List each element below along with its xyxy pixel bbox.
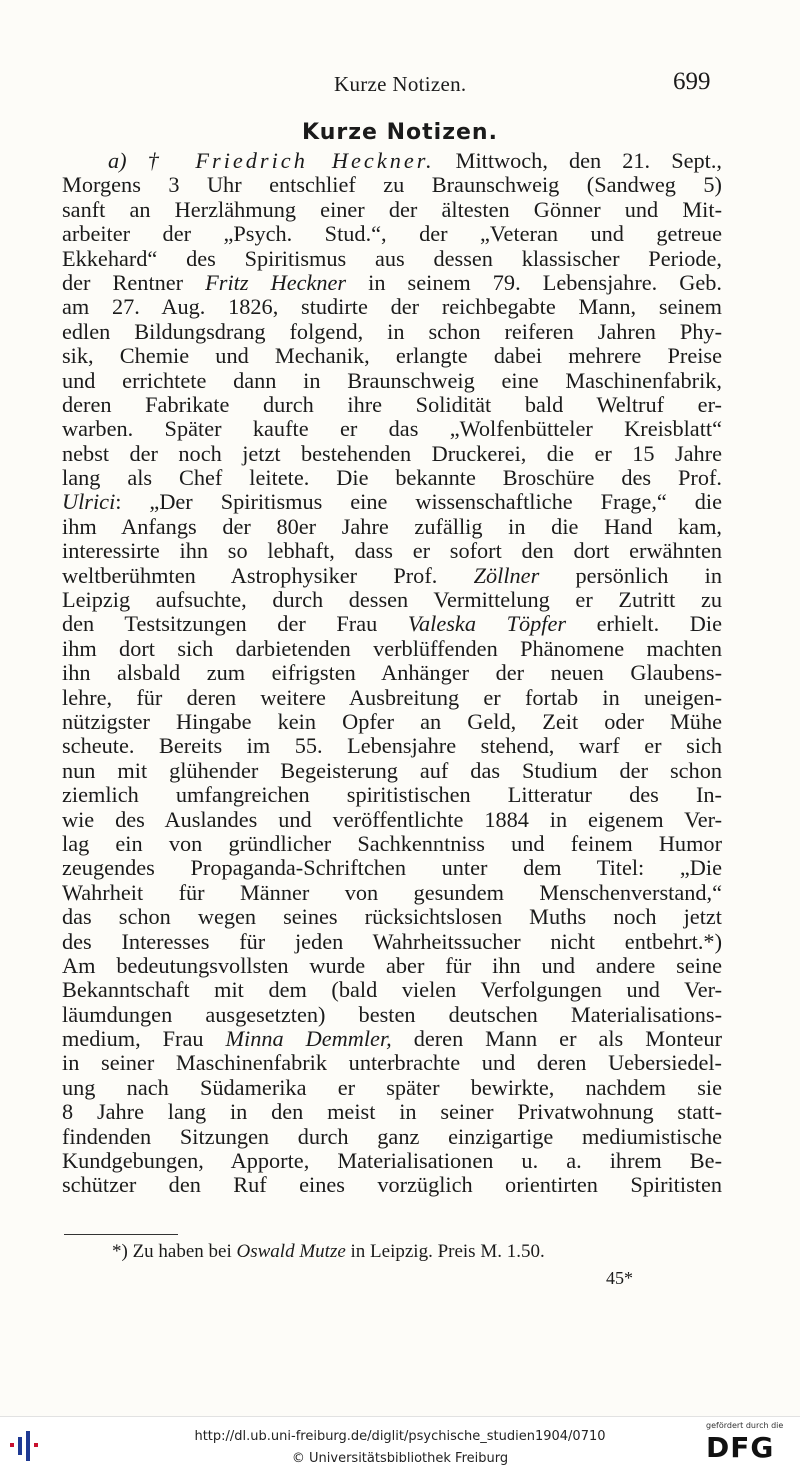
text-line bbox=[62, 783, 722, 807]
permalink-link[interactable]: http://dl.ub.uni-freiburg.de/diglit/psychische_studien1904/0710 bbox=[194, 1429, 606, 1444]
line-text: persönlich in bbox=[539, 563, 722, 588]
text-line bbox=[62, 1076, 722, 1100]
emphasis-text: Minna Demmler, bbox=[225, 1027, 392, 1052]
line-text: zeugendes Propaganda-Schriftchen unter dem Titel: „Die bbox=[62, 856, 722, 881]
line-text: Kundgebungen, Apporte, Materialisationen u. a. ihrem Be- bbox=[62, 1149, 722, 1174]
line-text: nun mit glühender Begeisterung auf das Studium der schon bbox=[62, 758, 722, 783]
line-text: nützigster Hingabe kein Opfer an Geld, Zeit oder Mühe bbox=[62, 709, 722, 734]
text-line bbox=[62, 564, 722, 588]
text-line bbox=[62, 661, 722, 685]
section-title: Kurze Notizen. bbox=[302, 120, 498, 145]
text-line bbox=[62, 1027, 722, 1051]
text-line bbox=[62, 1003, 722, 1027]
line-text: Am bedeutungsvollsten wurde aber für ihn und andere seine bbox=[62, 953, 722, 978]
text-line bbox=[62, 978, 722, 1002]
line-text: warben. Später kaufte er das „Wolfenbütteler Kreisblatt“ bbox=[62, 417, 722, 442]
text-line bbox=[62, 1149, 722, 1173]
emphasis-text: a) † bbox=[108, 149, 196, 173]
text-line bbox=[62, 832, 722, 856]
page-number: 699 bbox=[673, 68, 711, 95]
line-text: erhielt. Die bbox=[566, 612, 722, 637]
running-head bbox=[0, 68, 800, 102]
line-text: der Rentner bbox=[62, 270, 206, 295]
text-line bbox=[62, 954, 722, 978]
text-line bbox=[62, 1125, 722, 1149]
line-text: am 27. Aug. 1826, studirte der reichbegabte Mann, seinem bbox=[62, 295, 722, 320]
line-text: Bekanntschaft mit dem (bald vielen Verfolgungen und Ver- bbox=[62, 978, 722, 1003]
line-text: sanft an Herzlähmung einer der ältesten Gönner und Mit- bbox=[62, 197, 722, 222]
viewer-footer bbox=[0, 1416, 800, 1473]
line-text: lag ein von gründlicher Sachkenntniss und feinem Humor bbox=[62, 831, 722, 856]
text-line bbox=[62, 393, 722, 417]
text-line bbox=[62, 612, 722, 636]
emphasis-text: Zöllner bbox=[473, 563, 540, 588]
footnote-suffix: in Leipzig. Preis M. 1.50. bbox=[345, 1241, 545, 1262]
text-line bbox=[62, 1173, 722, 1197]
text-line bbox=[62, 149, 722, 173]
line-text: und errichtete dann in Braunschweig eine Maschinenfabrik, bbox=[62, 368, 722, 393]
signature-mark: 45* bbox=[606, 1268, 633, 1288]
line-text: läumdungen ausgesetzten) besten deutschen Materialisations- bbox=[62, 1002, 722, 1027]
footnote-rule bbox=[64, 1234, 178, 1235]
emphasis-text: Ulrici bbox=[62, 490, 116, 515]
text-line bbox=[62, 539, 722, 563]
line-text: in seinem 79. Lebensjahre. Geb. bbox=[346, 270, 722, 295]
text-line bbox=[62, 222, 722, 246]
text-line bbox=[62, 1051, 722, 1075]
line-text: ung nach Südamerika er später bewirkte, nachdem sie bbox=[62, 1075, 722, 1100]
text-line bbox=[62, 710, 722, 734]
footnote-publisher: Oswald Mutze bbox=[236, 1241, 346, 1262]
emphasis-text: Valeska Töpfer bbox=[407, 612, 567, 637]
text-line bbox=[62, 271, 722, 295]
footnote-prefix: *) Zu haben bei bbox=[112, 1241, 237, 1262]
line-text: Leipzig aufsuchte, durch dessen Vermittelung er Zutritt zu bbox=[62, 588, 722, 613]
text-line bbox=[62, 905, 722, 929]
text-line bbox=[62, 734, 722, 758]
obituary-text bbox=[62, 149, 722, 1198]
text-line bbox=[62, 295, 722, 319]
text-line bbox=[62, 198, 722, 222]
line-text: ihm Anfangs der 80er Jahre zufällig in die Hand kam, bbox=[62, 514, 722, 539]
line-text: 8 Jahre lang in den meist in seiner Privatwohnung statt- bbox=[62, 1100, 722, 1125]
text-line bbox=[62, 442, 722, 466]
dfg-logo[interactable]: DFG bbox=[706, 1431, 775, 1464]
text-line bbox=[62, 173, 722, 197]
running-title: Kurze Notizen. bbox=[334, 72, 467, 96]
line-text: schützer den Ruf eines vorzüglich orientirten Spiritisten bbox=[62, 1173, 722, 1198]
text-line bbox=[62, 808, 722, 832]
emphasis-text: Fritz Heckner bbox=[205, 270, 347, 295]
text-line bbox=[62, 856, 722, 880]
line-text: interessirte ihn so lebhaft, dass er sofort den dort erwähnten bbox=[62, 539, 722, 564]
line-text: des Interesses für jeden Wahrheitssucher nicht entbehrt.*) bbox=[62, 929, 722, 954]
line-text: ziemlich umfangreichen spiritistischen Litteratur des In- bbox=[62, 783, 722, 808]
text-line bbox=[62, 344, 722, 368]
copyright-notice: © Universitätsbibliothek Freiburg bbox=[291, 1451, 509, 1466]
line-text: edlen Bildungsdrang folgend, in schon reiferen Jahren Phy- bbox=[62, 319, 722, 344]
text-line bbox=[62, 686, 722, 710]
text-line bbox=[62, 515, 722, 539]
text-line bbox=[62, 930, 722, 954]
line-text: weltberühmten Astrophysiker Prof. bbox=[62, 563, 474, 588]
line-text: deren Fabrikate durch ihre Solidität bald Weltruf er- bbox=[62, 392, 722, 417]
text-line bbox=[62, 417, 722, 441]
line-text: : „Der Spiritismus eine wissenschaftliche Frage,“ die bbox=[115, 490, 722, 515]
line-text: medium, Frau bbox=[62, 1027, 226, 1052]
text-line bbox=[62, 490, 722, 514]
line-text: den Testsitzungen der Frau bbox=[62, 612, 408, 637]
text-line bbox=[62, 369, 722, 393]
line-text: ihm dort sich darbietenden verblüffenden Phänomene machten bbox=[62, 636, 722, 661]
text-line bbox=[62, 320, 722, 344]
text-line bbox=[62, 247, 722, 271]
line-text: ihn alsbald zum eifrigsten Anhänger der neuen Glaubens- bbox=[62, 661, 722, 686]
line-text: Morgens 3 Uhr entschlief zu Braunschweig (Sandweg 5) bbox=[62, 173, 722, 198]
line-text: das schon wegen seines rücksichtslosen Muths noch jetzt bbox=[62, 905, 722, 930]
line-text: wie des Auslandes und veröffentlichte 1884 in eigenem Ver- bbox=[62, 807, 722, 832]
text-line bbox=[62, 466, 722, 490]
line-text: Wahrheit für Männer von gesundem Menschenverstand,“ bbox=[62, 880, 722, 905]
line-text: sik, Chemie und Mechanik, erlangte dabei mehrere Preise bbox=[62, 344, 722, 369]
line-text: lehre, für deren weitere Ausbreitung er fortab in uneigen- bbox=[62, 685, 722, 710]
line-text: nebst der noch jetzt bestehenden Druckerei, die er 15 Jahre bbox=[62, 441, 722, 466]
line-text: Ekkehard“ des Spiritismus aus dessen klassischer Periode, bbox=[62, 246, 722, 271]
line-text: lang als Chef leitete. Die bekannte Broschüre des Prof. bbox=[62, 466, 722, 491]
line-text: findenden Sitzungen durch ganz einzigartige mediumistische bbox=[62, 1124, 722, 1149]
text-line bbox=[62, 1100, 722, 1124]
line-text: Mittwoch, den 21. Sept., bbox=[434, 149, 722, 173]
emphasis-text: Friedrich Heckner. bbox=[195, 149, 435, 173]
text-line bbox=[62, 759, 722, 783]
text-line bbox=[62, 637, 722, 661]
line-text: in seiner Maschinenfabrik unterbrachte und deren Uebersiedel- bbox=[62, 1051, 722, 1076]
text-line bbox=[62, 881, 722, 905]
line-text: arbeiter der „Psych. Stud.“, der „Veteran und getreue bbox=[62, 222, 722, 247]
funding-note: gefördert durch die bbox=[706, 1421, 784, 1430]
line-text: deren Mann er als Monteur bbox=[391, 1027, 722, 1052]
line-text: scheute. Bereits im 55. Lebensjahre stehend, warf er sich bbox=[62, 734, 722, 759]
text-line bbox=[62, 588, 722, 612]
footnote bbox=[112, 1241, 712, 1263]
